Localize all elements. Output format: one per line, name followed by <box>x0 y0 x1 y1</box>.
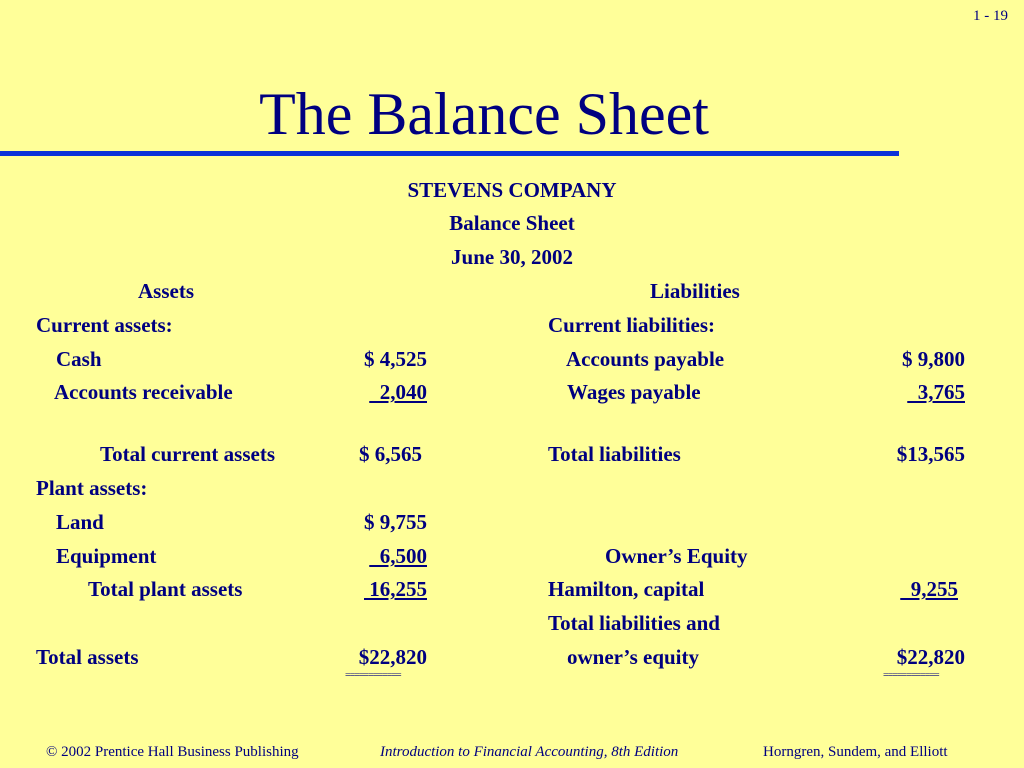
land-value: $ 9,755 <box>364 510 427 534</box>
accounts-receivable-label: Accounts receivable <box>54 380 233 404</box>
current-liabilities-label: Current liabilities: <box>548 313 716 337</box>
wages-payable-label: Wages payable <box>567 380 701 404</box>
current-assets-label: Current assets: <box>36 313 173 337</box>
total-liabilities-label: Total liabilities <box>548 442 681 466</box>
total-liabilities-equity-label-line2: owner’s equity <box>567 645 700 669</box>
statement-name: Balance Sheet <box>449 211 575 235</box>
owners-equity-heading: Owner’s Equity <box>605 544 748 568</box>
slide-number: 1 - 19 <box>973 8 1008 24</box>
title-underline <box>0 151 899 156</box>
statement-date: June 30, 2002 <box>451 245 573 269</box>
cash-label: Cash <box>56 347 102 371</box>
total-liabilities-equity-label-line1: Total liabilities and <box>548 611 720 635</box>
accounts-payable-value: $ 9,800 <box>902 347 965 371</box>
footer-book-title <box>380 744 678 761</box>
total-current-assets-value: $ 6,565 <box>359 442 422 466</box>
cash-value: $ 4,525 <box>364 347 427 371</box>
total-liabilities-equity-double-rule: ============ <box>883 670 939 681</box>
total-assets-label: Total assets <box>36 645 139 669</box>
company-name: STEVENS COMPANY <box>407 178 617 202</box>
accounts-payable-label: Accounts payable <box>566 347 725 371</box>
wages-payable-value: 3,765 <box>907 380 965 404</box>
total-liabilities-value: $13,565 <box>896 442 965 466</box>
total-liabilities-equity-value: $22,820 <box>896 645 965 669</box>
equipment-value: 6,500 <box>369 544 427 568</box>
liabilities-heading: Liabilities <box>650 279 740 303</box>
total-assets-double-rule: ============ <box>345 670 401 681</box>
footer-copyright: © 2002 Prentice Hall Business Publishing <box>46 744 299 760</box>
equipment-label: Equipment <box>56 544 157 568</box>
land-label: Land <box>56 510 104 534</box>
footer-authors: Horngren, Sundem, and Elliott <box>763 744 948 760</box>
total-plant-assets-label: Total plant assets <box>88 577 243 601</box>
assets-heading: Assets <box>138 279 194 303</box>
total-assets-value: $22,820 <box>358 645 427 669</box>
total-current-assets-label: Total current assets <box>100 442 275 466</box>
hamilton-capital-label: Hamilton, capital <box>548 577 705 601</box>
accounts-receivable-value: 2,040 <box>369 380 427 404</box>
footer-book-title-text: Introduction to Financial Accounting, 8th Edition <box>380 744 679 760</box>
hamilton-capital-value: 9,255 <box>900 577 958 601</box>
plant-assets-label: Plant assets: <box>36 476 148 500</box>
total-plant-assets-value: 16,255 <box>364 577 427 601</box>
slide-title: The Balance Sheet <box>259 81 709 147</box>
